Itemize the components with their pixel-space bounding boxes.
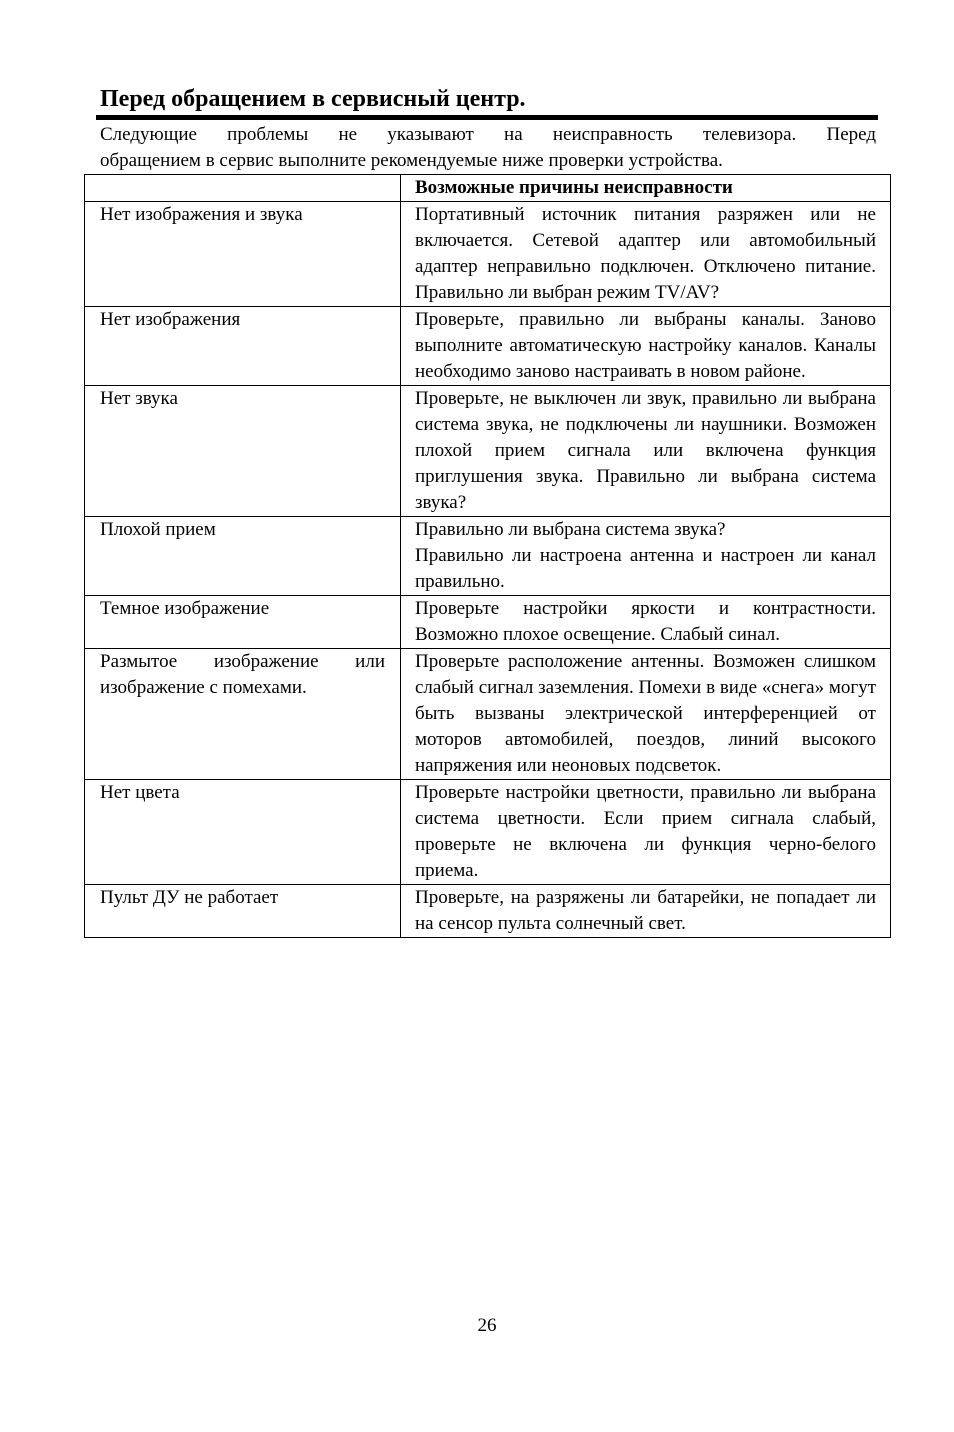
table-header-row <box>85 175 891 202</box>
cause-cell <box>401 202 891 307</box>
column-header-problem <box>85 175 401 202</box>
cause-cell <box>401 649 891 780</box>
cause-text: Проверьте, правильно ли выбраны каналы. Заново выполните автоматическую настройку каналов. Каналы необходимо заново настраивать в новом районе. <box>415 309 876 382</box>
intro-line-2: обращением в сервис выполните рекомендуемые ниже проверки устройства. <box>100 150 723 171</box>
problem-cell: Нет изображения и звука <box>85 202 401 307</box>
cause-cell <box>401 596 891 649</box>
problem-cell: Нет цвета <box>85 780 401 885</box>
cause-text: Проверьте, на разряжены ли батарейки, не попадает ли на сенсор пульта солнечный свет. <box>415 887 876 934</box>
cause-text: Проверьте настройки яркости и контрастности. Возможно плохое освещение. Слабый синал. <box>415 598 876 645</box>
cause-text: Проверьте расположение антенны. Возможен слишком слабый сигнал заземления. Помехи в виде «снега» могут быть вызваны электрической интерференцией от моторов автомобилей, поездов, линий высокого напряжения или неоновых подсветок. <box>415 651 876 776</box>
page-number: 26 <box>477 1315 497 1336</box>
table-body <box>85 202 891 938</box>
table-row <box>85 780 891 885</box>
problem-cell: Размытое изображение или изображение с помехами. <box>85 649 401 780</box>
cause-cell <box>401 307 891 386</box>
title-underline <box>96 115 878 120</box>
intro-paragraph <box>100 122 876 174</box>
table-row <box>85 885 891 938</box>
cause-cell <box>401 885 891 938</box>
table-row <box>85 307 891 386</box>
cause-text: Портативный источник питания разряжен или не включается. Сетевой адаптер или автомобильный адаптер неправильно подключен. Отключено питание. Правильно ли выбран режим TV/AV? <box>415 204 876 303</box>
problem-cell: Пульт ДУ не работает <box>85 885 401 938</box>
problem-cell: Плохой прием <box>85 517 401 596</box>
problem-cell: Нет звука <box>85 386 401 517</box>
table-row <box>85 202 891 307</box>
table-row <box>85 649 891 780</box>
table-row <box>85 386 891 517</box>
cause-cell <box>401 386 891 517</box>
cause-text: Проверьте настройки цветности, правильно ли выбрана система цветности. Если прием сигнала слабый, проверьте не включена ли функция черно-белого приема. <box>415 782 876 881</box>
cause-cell <box>401 517 891 596</box>
cause-text: Правильно ли настроена антенна и настроен ли канал правильно. <box>415 545 876 592</box>
problem-cell: Нет изображения <box>85 307 401 386</box>
intro-line-1: Следующие проблемы не указывают на неисправность телевизора. Перед <box>100 124 876 145</box>
column-header-causes: Возможные причины неисправности <box>401 175 891 202</box>
cause-cell <box>401 780 891 885</box>
table-row <box>85 517 891 596</box>
cause-text: Правильно ли выбрана система звука? <box>415 519 726 540</box>
problem-cell: Темное изображение <box>85 596 401 649</box>
troubleshooting-table <box>84 174 891 938</box>
table-row <box>85 596 891 649</box>
cause-text: Проверьте, не выключен ли звук, правильно ли выбрана система звука, не подключены ли наушники. Возможен плохой прием сигнала или включена функция приглушения звука. Правильно ли выбрана система звука? <box>415 388 876 513</box>
page-title: Перед обращением в сервисный центр. <box>100 86 526 112</box>
